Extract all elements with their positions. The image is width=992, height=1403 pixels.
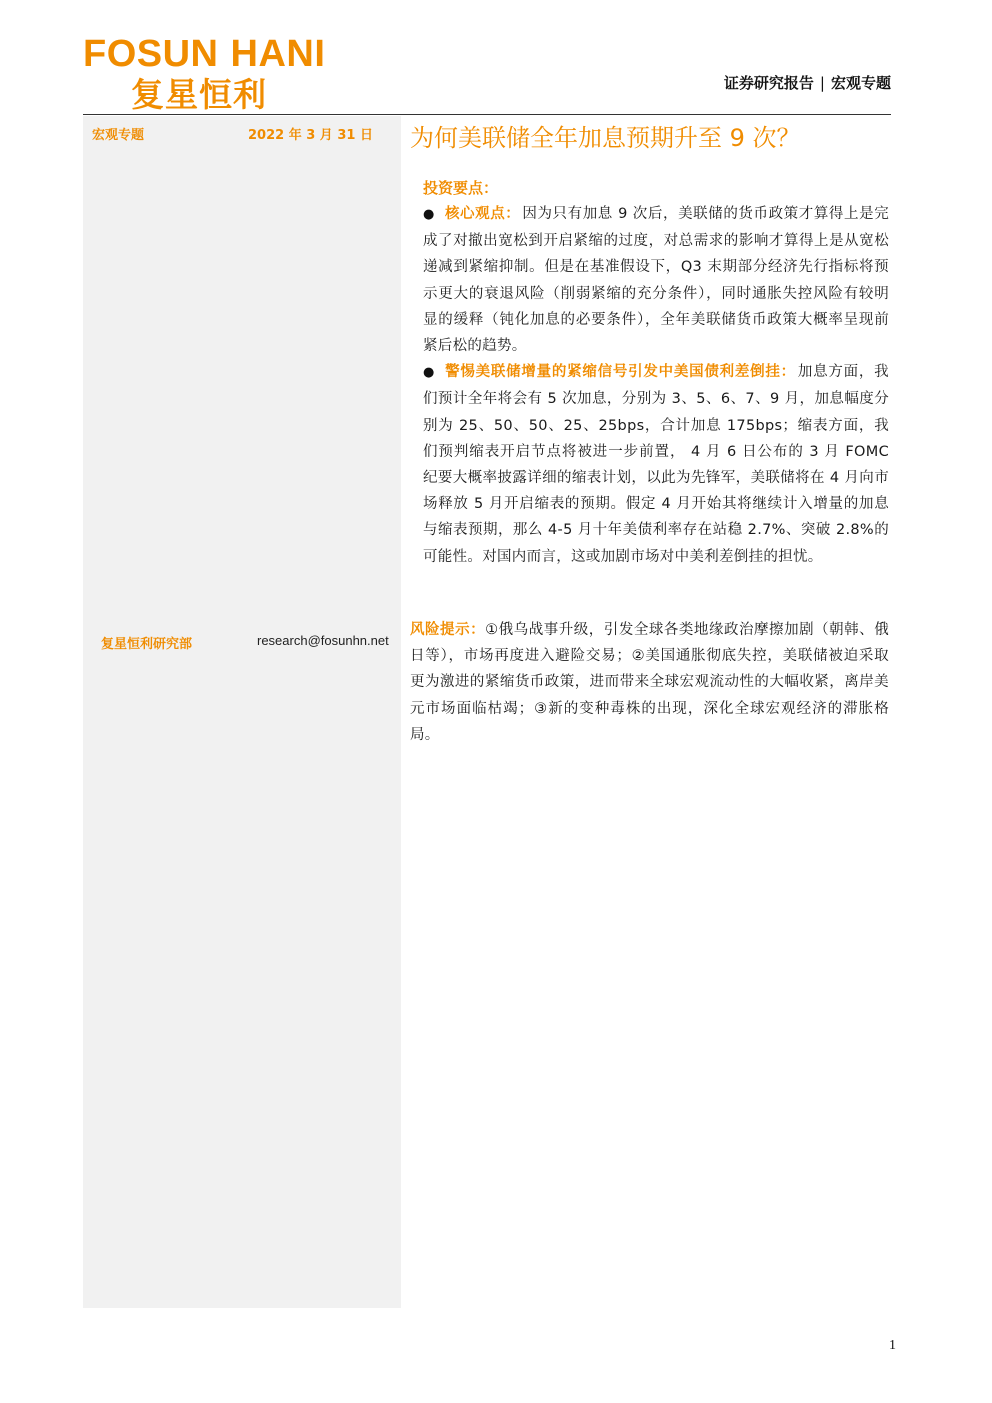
page-title: 为何美联储全年加息预期升至 9 次？: [410, 124, 801, 152]
sidebar-panel: [83, 116, 401, 1308]
sidebar-email: research@fosunhn.net: [257, 633, 389, 648]
report-type-label: [724, 72, 891, 93]
page-number: 1: [889, 1338, 896, 1353]
logo-english: [83, 34, 325, 74]
key-points: [423, 201, 889, 570]
bullet-dot-icon: ●: [423, 207, 435, 222]
risk-lead: 风险提示：: [410, 622, 486, 638]
bullet-text: 加息方面，我们预计全年将会有 5 次加息，分别为 3、5、6、7、9 月，加息幅度分别为 25、50、50、25、25bps，合计加息 175bps；缩表方面，我们预判缩表开启节点将被进一步前置， 4 月 6 日公布的 3 月 FOMC 纪要大概率披露详细的缩表计划，以此为先锋军，美联储将在 4 月向市场释放 5 月开启缩表的预期。假定 4 月开始其将继续计入增量的加息与缩表预期，那么 4-5 月十年美债利率存在站稳 2.7%、突破 2.8%的可能性。对国内而言，这或加剧市场对中美利差倒挂的担忧。: [423, 364, 889, 565]
sidebar-date: 2022 年 3 月 31 日: [248, 128, 373, 143]
bullet-warning: [423, 359, 889, 570]
company-logo: [83, 33, 326, 114]
bullet-text: 因为只有加息 9 次后，美联储的货币政策才算得上是完成了对撤出宽松到开启紧缩的过度，对总需求的影响才算得上是从宽松递减到紧缩抑制。但是在基准假设下，Q3 末期部分经济先行指标将预示更大的衰退风险（削弱紧缩的充分条件），同时通胀失控风险有较明显的缓释（钝化加息的必要条件），全年美联储货币政策大概率呈现前紧后松的趋势。: [423, 206, 889, 355]
logo-chinese: 复星恒利: [131, 75, 267, 114]
risk-warning: [410, 617, 889, 748]
section-heading: 投资要点：: [423, 179, 499, 197]
sidebar-department: 复星恒利研究部: [101, 637, 193, 652]
report-separator: |: [819, 74, 825, 92]
bullet-dot-icon: ●: [423, 365, 436, 381]
bullet-core-view: [423, 201, 889, 359]
header-divider: [83, 114, 891, 115]
bullet-lead: 警惕美联储增量的紧缩信号引发中美国债利差倒挂：: [445, 364, 796, 381]
report-type: 证券研究报告: [723, 74, 814, 92]
bullet-lead: 核心观点：: [444, 206, 521, 222]
report-category: 宏观专题: [830, 74, 891, 92]
logo-english-part1: FOSUN: [83, 33, 219, 75]
logo-english-part2: HANI: [230, 33, 326, 75]
sidebar-category: 宏观专题: [92, 128, 145, 143]
risk-text: ①俄乌战事升级，引发全球各类地缘政治摩擦加剧（朝韩、俄日等），市场再度进入避险交易；②美国通胀彻底失控，美联储被迫采取更为激进的紧缩货币政策，进而带来全球宏观流动性的大幅收紧，离岸美元市场面临枯竭；③新的变种毒株的出现，深化全球宏观经济的滞胀格局。: [410, 622, 890, 743]
